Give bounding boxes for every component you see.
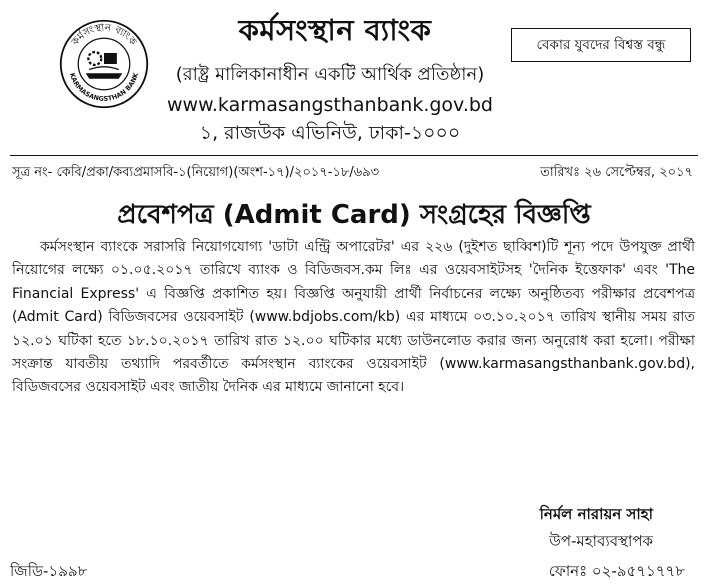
svg-text:কর্মসংস্থান ব্যাংক: কর্মসংস্থান ব্যাংক (69, 22, 139, 48)
notice-heading: প্রবেশপত্র (Admit Card) সংগ্রহের বিজ্ঞপ্তি (117, 200, 591, 230)
gd-number: জিডি-১৯৯৮ (10, 562, 88, 580)
notice-body: কর্মসংস্থান ব্যাংকে সরাসরি নিয়োগযোগ্য 'ডাটা এন্ট্রি অপারেটর' এর ২২৬ (দুইশত ছাব্বিশ)টি শূন্য পদে উপযুক্ত প্রার্থী নিয়োগের লক্ষ্যে ০১.০৫.২০১৭ তারিখে ব্যাংক ও বিডিজবস.কম লিঃ এর ওয়েবসাইটসহ 'দৈনিক ইত্তেফাক' এবং 'The Financial Express' এ বিজ্ঞপ্তি প্রকাশিত হয়। বিজ্ঞপ্তি অনুযায়ী প্রার্থী নির্বাচনের লক্ষ্যে অনুষ্ঠিতব্য পরীক্ষার প্রবেশপত্র (Admit Card) বিডিজবসের ওয়েবসাইট (www.bdjobs.com/kb) এর মাধ্যমে ০৩.১০.২০১৭ তারিখ স্থানীয় সময় রাত ১২.০১ ঘটিকা হতে ১৮.১০.২০১৭ তারিখ রাত ১২.০০ ঘটিকার মধ্যে ডাউনলোড করার জন্য অনুরোধ করা হলো। পরীক্ষা সংক্রান্ত যাবতীয় তথ্যাদি পরবর্তীতে কর্মসংস্থান ব্যাংকের ওয়েবসাইট (www.karmasangsthanbank.gov.bd), বিডিজবসের ওয়েবসাইট এবং জাতীয় দৈনিক এর মাধ্যমে জানানো হবে। (12, 239, 695, 396)
signatory-title: উপ-মহাব্যবস্থাপক (549, 532, 653, 550)
bank-name: কর্মসংস্থান ব্যাংক (238, 13, 432, 47)
institution-subtitle: (রাষ্ট্র মালিকানাধীন একটি আর্থিক প্রতিষ্ঠান) (175, 64, 485, 85)
svg-text:KARMASANGSTHAN BANK: KARMASANGSTHAN BANK (67, 71, 141, 103)
reference-number: সূত্র নং- কেবি/প্রকা/কব্যপ্রমাসবি-১(নিয়োগ)(অংশ-১৭)/২০১৭-১৮/৬৯৩ (12, 165, 380, 180)
bank-website: www.karmasangsthanbank.gov.bd (167, 94, 493, 116)
bank-address: ১, রাজউক এভিনিউ, ঢাকা-১০০০ (199, 122, 461, 144)
tagline-box: বেকার যুবদের বিশ্বস্ত বন্ধু (511, 28, 691, 62)
header-divider (10, 155, 698, 156)
bank-seal-logo (58, 18, 150, 110)
signatory-name: নির্মল নারায়ন সাহা (539, 505, 653, 523)
notice-date: তারিখঃ ২৬ সেপ্টেম্বর, ২০১৭ (540, 165, 693, 180)
phone-number: ফোনঃ ০২-৯৫৭১৭৭৮ (548, 562, 685, 580)
